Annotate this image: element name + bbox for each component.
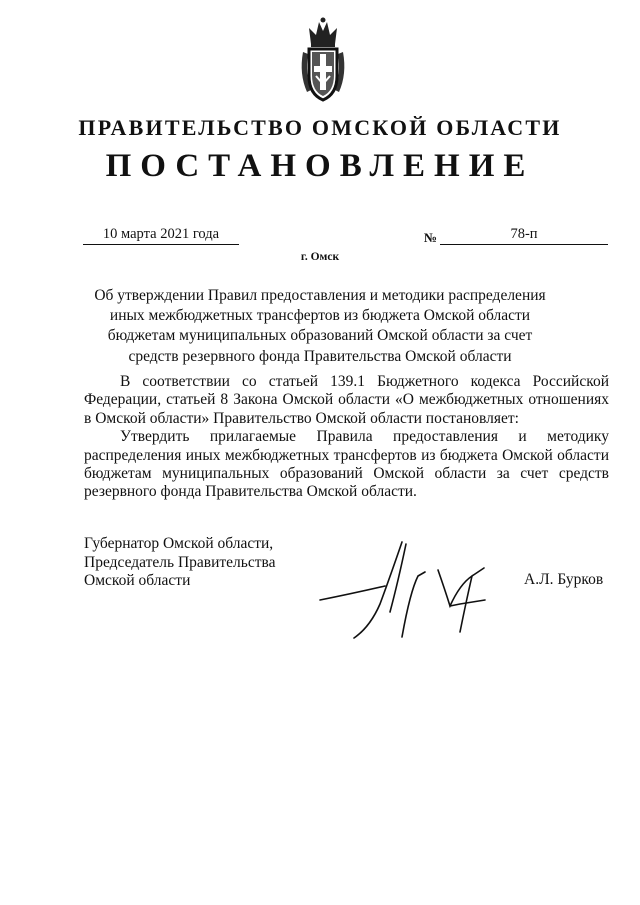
coat-of-arms-icon bbox=[297, 14, 349, 104]
city-label: г. Омск bbox=[300, 251, 340, 263]
body-paragraph: В соответствии со статьей 139.1 Бюджетного кодекса Российской Федерации, статьей 8 Закона Омской области «О межбюджетных отношениях в Омской области» Правительство Омской области постановляет: bbox=[84, 373, 609, 427]
signatory-title-line: Председатель Правительства bbox=[84, 553, 276, 571]
signatory-title-line: Губернатор Омской области, bbox=[84, 535, 274, 552]
organization-title: ПРАВИТЕЛЬСТВО ОМСКОЙ ОБЛАСТИ bbox=[78, 115, 562, 140]
signatory-name: А.Л. Бурков bbox=[524, 571, 604, 588]
document-number: 78-п bbox=[440, 226, 608, 245]
signatory-title-line: Омской области bbox=[84, 572, 191, 589]
number-label: № bbox=[424, 230, 438, 245]
document-subject: Об утверждении Правил предоставления и методики распределения иных межбюджетных трансфертов из бюджета Омской области бюджетам муниципальных образований Омской области за счет средств резервного фонда Правительства Омской области bbox=[94, 287, 546, 365]
signatory-title bbox=[84, 535, 344, 591]
handwritten-signature-icon bbox=[310, 532, 500, 642]
document-body bbox=[84, 373, 609, 502]
document-date: 10 марта 2021 года bbox=[83, 226, 239, 245]
document-type-heading: ПОСТАНОВЛЕНИЕ bbox=[105, 148, 535, 184]
body-paragraph: Утвердить прилагаемые Правила предоставления и методику распределения иных межбюджетных трансфертов из бюджета Омской области бюджетам муниципальных образований Омской области за счет средств резервного фонда Правительства Омской области. bbox=[84, 428, 609, 501]
